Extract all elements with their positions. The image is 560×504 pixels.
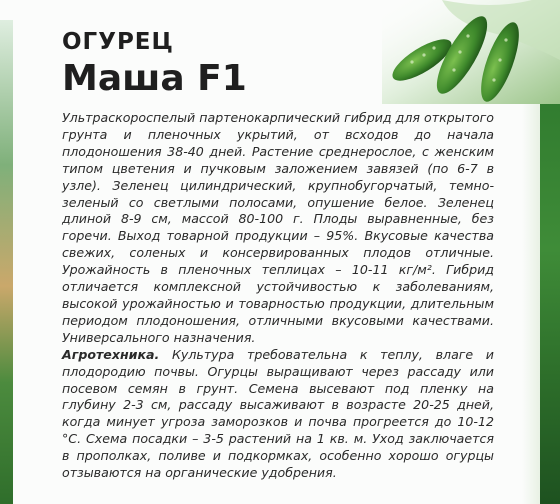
description-text: Ультраскороспелый партенокарпический гибрид для открытого грунта и пленочных укрытий, от всходов до начала плодоношения 38-40 дней. Растение среднерослое, с женским типом цветения и пучковым заложением завязей (по 6-7 в узле). Зеленец цилиндрический, крупнобугорчатый, темно-зеленый со светлыми полосами, опушение белое. Зеленец длиной 8-9 см, массой 80-100 г. Плоды выравненные, без горечи. Выход товарной продукции – 95%. Вкусовые качества свежих, соленых и консервированных плодов отличные. Урожайность в пленочных теплицах – 10-11 кг/м². Гибрид отличается комплексной устойчивостью к заболеваниям, высокой урожайностью и товарностью продукции, длительным периодом плодоношения, отличными вкусовыми качествами. Универсального назначения.: [62, 110, 494, 345]
variety-title: Маша F1: [62, 58, 247, 99]
agrotech-text: Культура требовательна к теплу, влаге и плодородию почвы. Огурцы выращивают через рассаду или посевом семян в грунт. Семена высевают под пленку на глубину 2-3 см, рассаду высаживают в возрасте 20-25 дней, когда минует угроза заморозков и почва прогреется до 10-12 °С. Схема посадки – 3-5 растений на 1 кв. м. Уход заключается в прополках, поливе и подкормках, особенно хорошо огурцы отзываются на органические удобрения.: [62, 346, 494, 481]
crop-type: ОГУРЕЦ: [62, 29, 174, 55]
right-photo-strip: [540, 80, 560, 504]
cucumber-image: [382, 0, 560, 104]
description-block: [62, 110, 494, 482]
product-header: [62, 28, 247, 100]
left-photo-strip: [0, 20, 13, 504]
agrotech-label: Агротехника.: [62, 346, 160, 362]
agrotech-paragraph: [62, 347, 494, 482]
